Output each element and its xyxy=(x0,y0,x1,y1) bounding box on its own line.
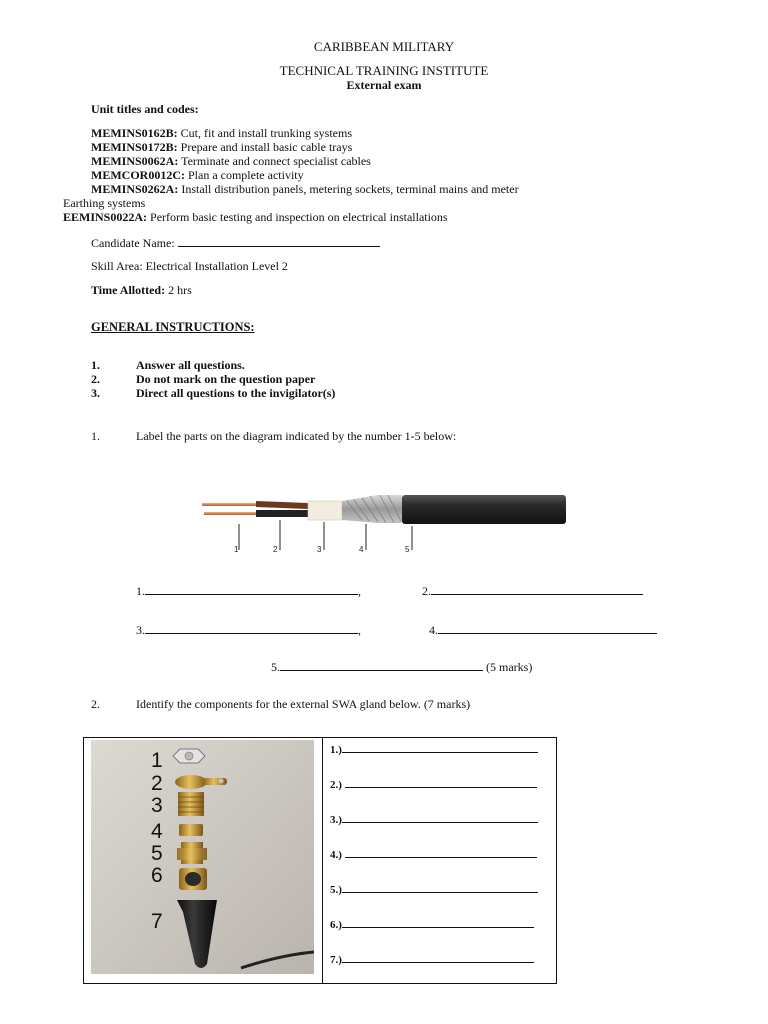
photo-number: 5 xyxy=(151,842,163,865)
conductor-copper xyxy=(204,512,260,515)
photo-number: 1 xyxy=(151,749,163,772)
q1-answer-2[interactable]: 2. xyxy=(422,582,643,599)
core-brown xyxy=(256,501,308,509)
answer-line[interactable] xyxy=(345,775,537,788)
instruction-text: Answer all questions. xyxy=(136,358,245,372)
photo-number: 7 xyxy=(151,910,163,933)
swa-gland-table xyxy=(83,737,557,984)
answer-line[interactable] xyxy=(345,845,537,858)
question-1-text: Label the parts on the diagram indicated by the number 1-5 below: xyxy=(136,429,457,443)
part-earth-tag xyxy=(175,775,207,789)
q2-answer-1[interactable]: 1.) xyxy=(330,740,538,756)
answer-line[interactable] xyxy=(342,915,534,928)
question-1-number: 1. xyxy=(91,429,100,443)
swa-gland-photo xyxy=(91,740,314,974)
answer-line[interactable] xyxy=(280,658,483,671)
unit-item: MEMINS0162B: Cut, fit and install trunking systems xyxy=(91,126,352,140)
answer-line[interactable] xyxy=(145,621,358,634)
instruction-text: Do not mark on the question paper xyxy=(136,372,316,386)
q1-answer-1[interactable]: 1. , xyxy=(136,584,361,598)
instruction-num: 3. xyxy=(91,386,100,400)
unit-item: MEMINS0172B: Prepare and install basic cable trays xyxy=(91,140,353,154)
answer-line[interactable] xyxy=(342,950,534,963)
outer-sheath xyxy=(402,495,566,524)
part-cone xyxy=(179,824,203,836)
skill-area: Skill Area: Electrical Installation Level 2 xyxy=(91,259,288,273)
time-allotted: Time Allotted: 2 hrs xyxy=(91,283,192,297)
diagram-label: 5 xyxy=(405,545,410,554)
q2-answer-2[interactable]: 2.) xyxy=(330,775,537,791)
answer-line[interactable] xyxy=(342,740,538,753)
unit-item: MEMINS0262A: Install distribution panels, metering sockets, terminal mains and meter xyxy=(91,182,519,196)
diagram-label: 3 xyxy=(317,545,322,554)
unit-item: MEMINS0062A: Terminate and connect specialist cables xyxy=(91,154,371,168)
candidate-name-field[interactable]: Candidate Name: xyxy=(91,234,380,251)
institution-line-1: CARIBBEAN MILITARY xyxy=(313,39,455,54)
q2-answer-5[interactable]: 5.) xyxy=(330,880,538,896)
q2-answer-6[interactable]: 6.) xyxy=(330,915,534,931)
instruction-num: 2. xyxy=(91,372,100,386)
answer-line[interactable] xyxy=(145,582,358,595)
core-black xyxy=(256,510,308,517)
table-divider xyxy=(322,738,323,983)
diagram-label: 1 xyxy=(234,545,239,554)
bedding xyxy=(308,501,342,520)
exam-type: External exam xyxy=(346,78,422,92)
answer-line[interactable] xyxy=(342,880,538,893)
institution-line-2: TECHNICAL TRAINING INSTITUTE xyxy=(279,63,489,78)
photo-number: 3 xyxy=(151,794,163,817)
units-heading: Unit titles and codes: xyxy=(91,102,199,116)
diagram-label: 4 xyxy=(359,545,364,554)
photo-number: 6 xyxy=(151,864,163,887)
candidate-name-line[interactable] xyxy=(178,234,380,247)
cable-diagram xyxy=(192,476,588,562)
diagram-label: 2 xyxy=(273,545,278,554)
photo-number: 4 xyxy=(151,820,163,843)
q2-answer-4[interactable]: 4.) xyxy=(330,845,537,861)
unit-item-continuation: Earthing systems xyxy=(63,196,146,210)
photo-number: 2 xyxy=(151,772,163,795)
instruction-num: 1. xyxy=(91,358,100,372)
q2-answer-7[interactable]: 7.) xyxy=(330,950,534,966)
part-entry-component xyxy=(178,792,204,816)
label-leader-lines xyxy=(239,520,412,550)
instructions-heading: GENERAL INSTRUCTIONS: xyxy=(91,320,255,334)
q2-answer-3[interactable]: 3.) xyxy=(330,810,538,826)
answer-line[interactable] xyxy=(342,810,538,823)
instruction-text: Direct all questions to the invigilator(s) xyxy=(136,386,336,400)
question-2-number: 2. xyxy=(91,697,100,711)
unit-item: MEMCOR0012C: Plan a complete activity xyxy=(91,168,304,182)
conductor-copper xyxy=(202,503,260,506)
q1-answer-5[interactable]: 5. (5 marks) xyxy=(271,660,533,674)
answer-line[interactable] xyxy=(438,621,657,634)
question-2-text: Identify the components for the external SWA gland below. (7 marks) xyxy=(136,697,471,711)
q1-marks: (5 marks) xyxy=(486,660,533,674)
answer-line[interactable] xyxy=(431,582,643,595)
q1-answer-3[interactable]: 3. , xyxy=(136,623,361,637)
unit-item: EEMINS0022A: Perform basic testing and inspection on electrical installations xyxy=(63,210,448,224)
q1-answer-4[interactable]: 4. xyxy=(429,621,657,638)
